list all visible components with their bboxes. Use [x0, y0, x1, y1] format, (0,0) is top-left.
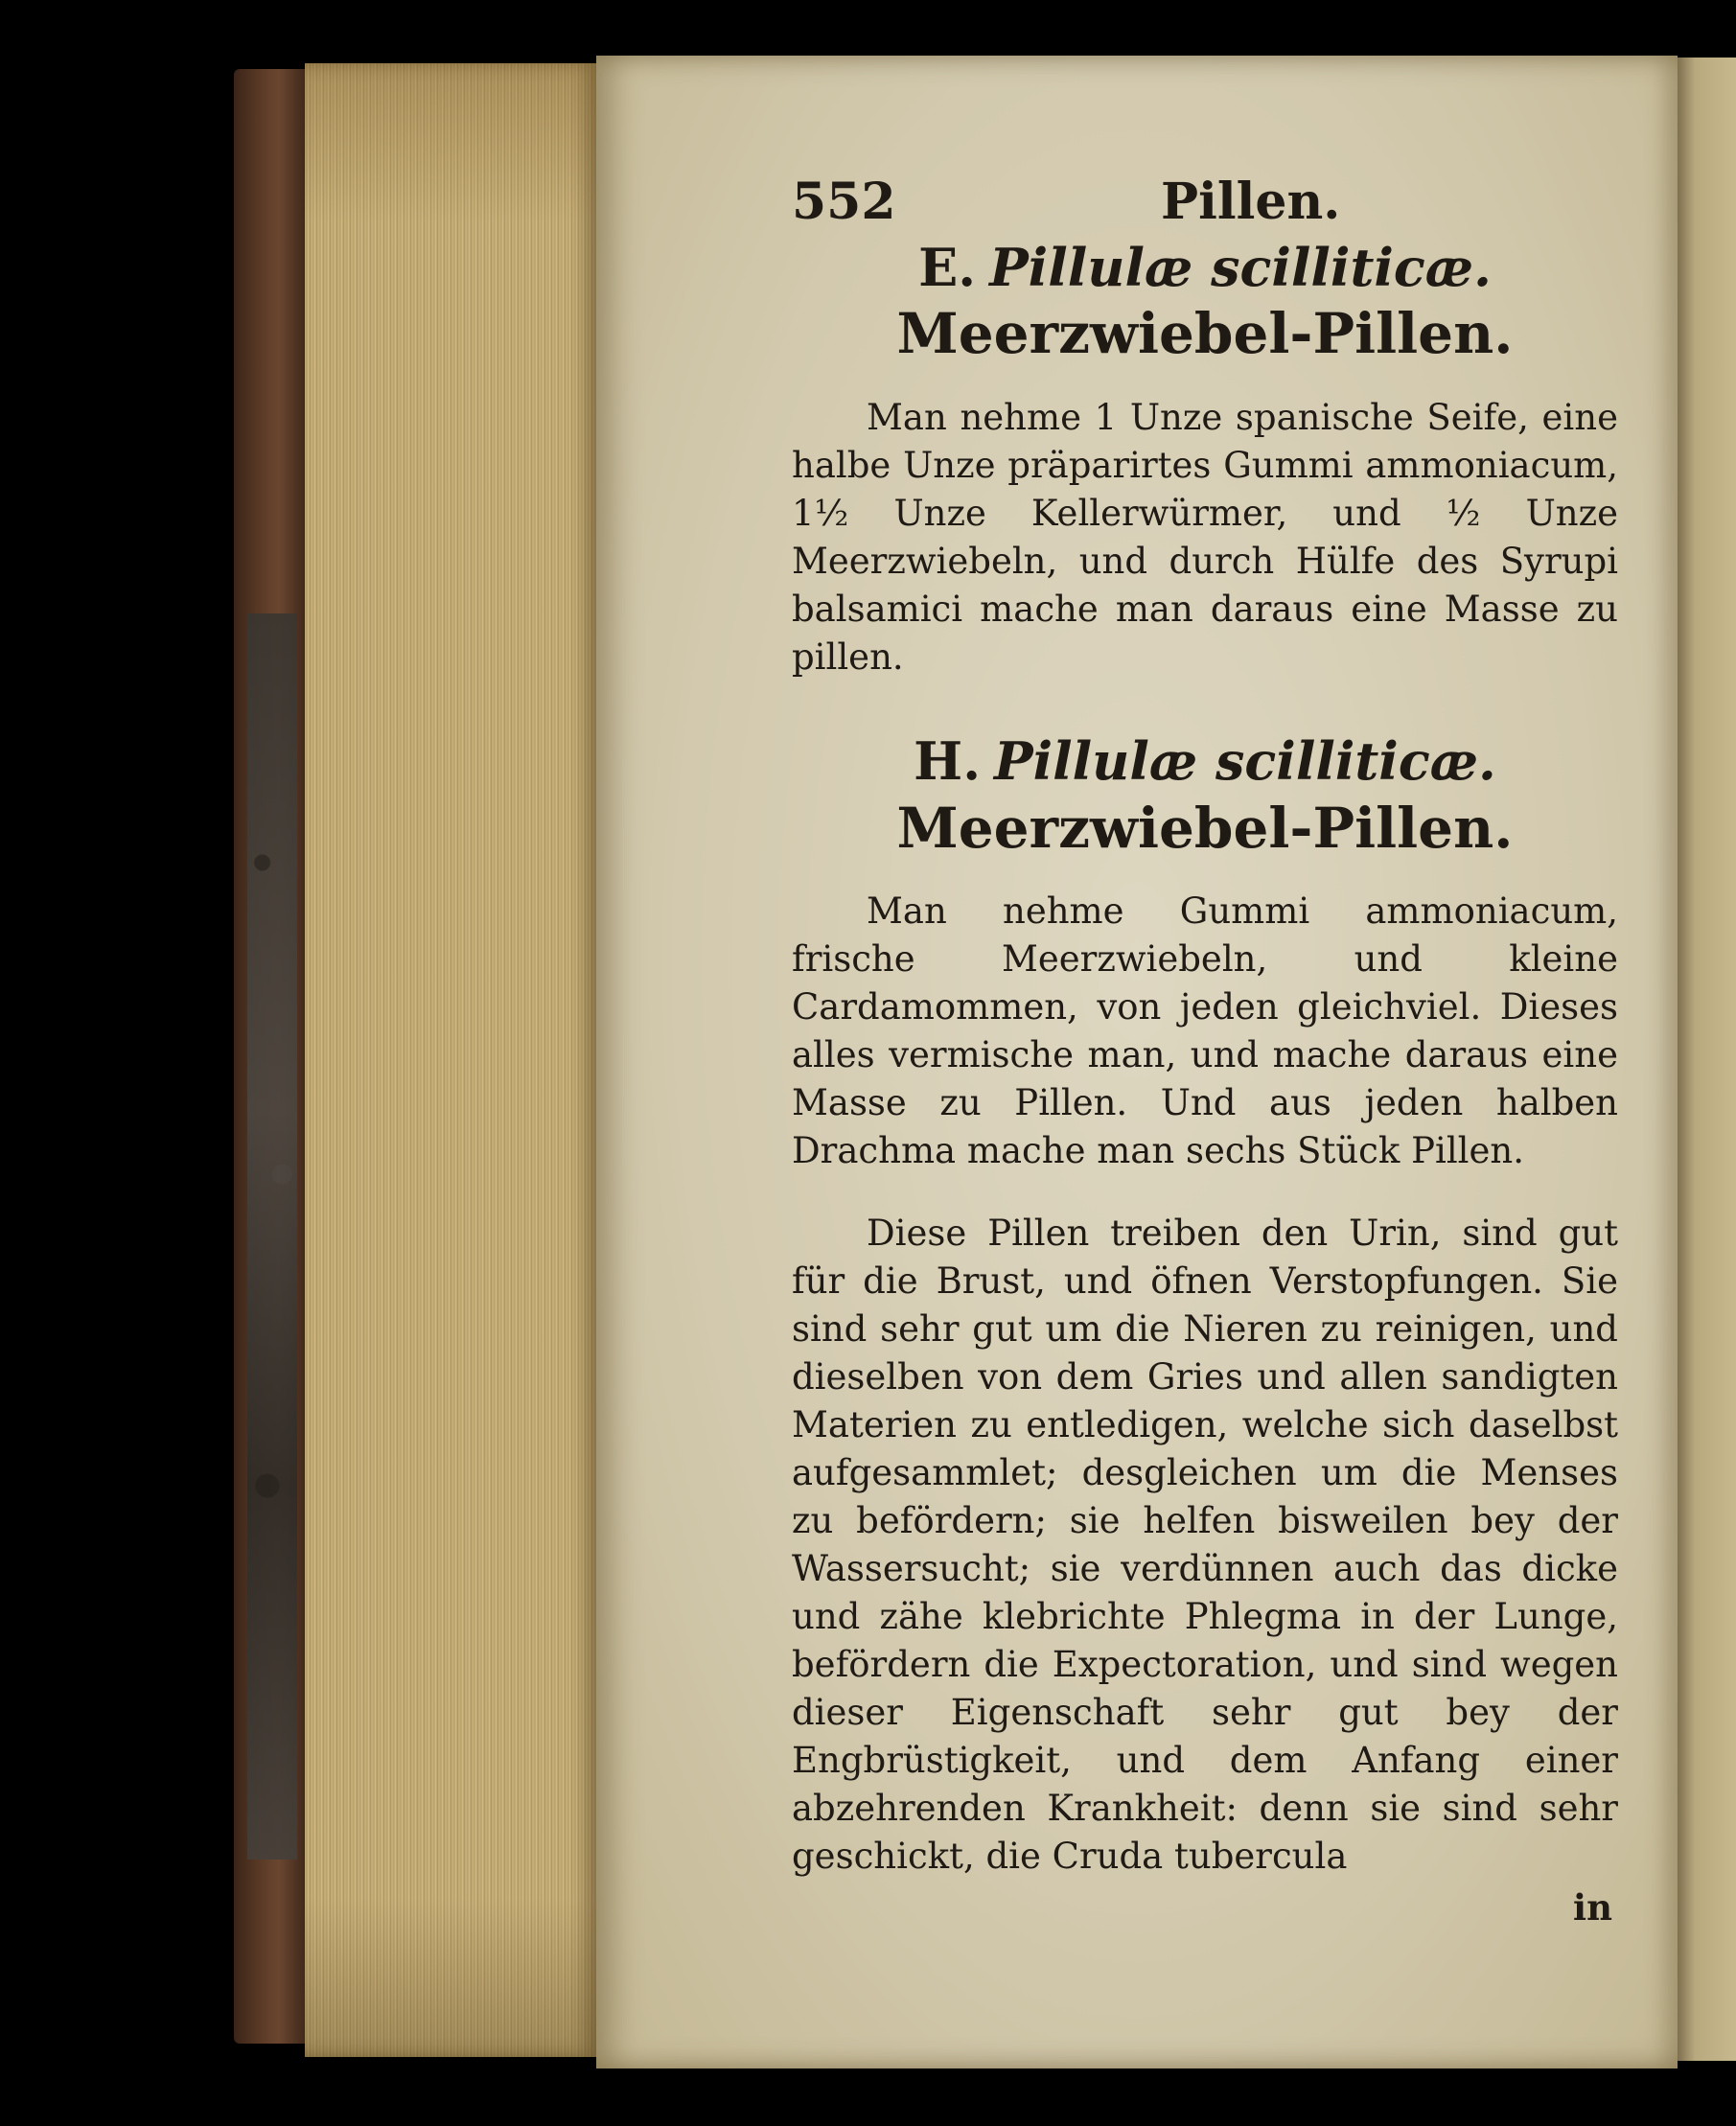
description-paragraph: Diese Pillen treiben den Urin, sind gut für die Brust, und öfnen Verstopfungen. Sie sind sehr gut um die Nieren zu reinigen, und dieselben von dem Gries und allen sandigten Materien zu entledigen, welche sich daselbst aufgesammlet; desgleichen um die Menses zu befördern; sie helfen bisweilen bey der Wassersucht; sie verdünnen auch das dicke und zähe klebrichte Phlegma in der Lunge, befördern die Expectoration, und sind wegen dieser Eigenschaft sehr gut bey der Engbrüstigkeit, und dem Anfang einer abzehrenden Krankheit: denn sie sind sehr geschickt, die Cruda tubercula	[792, 1213, 1618, 1878]
latin-title: Pillulæ scilliticæ.	[994, 730, 1496, 793]
recipe-paragraph: Man nehme Gummi ammoniacum, frische Meerzwiebeln, und kleine Cardamommen, von jeden gleichviel. Dieses alles vermische man, und mache daraus eine Masse zu Pillen. Und aus jeden halben Drachma mache man sechs Stück Pillen.	[792, 890, 1618, 1172]
section-letter: E.	[918, 237, 977, 298]
german-title: Meerzwiebel-Pillen.	[896, 301, 1514, 367]
section-title	[792, 237, 1618, 298]
recipe-paragraph: Man nehme 1 Unze spanische Seife, eine halbe Unze präparirtes Gummi ammoniacum, 1½ Unze Kellerwürmer, und ½ Unze Meerzwiebeln, und durch Hülfe des Syrupi balsamici mache man daraus eine Masse zu pillen.	[792, 397, 1618, 679]
section-title	[792, 730, 1618, 793]
latin-title: Pillulæ scilliticæ.	[989, 237, 1492, 298]
section-e	[792, 237, 1618, 682]
page	[596, 56, 1678, 2068]
text-block	[792, 163, 1618, 1929]
section-letter: H.	[914, 730, 981, 793]
section-h	[792, 730, 1618, 1881]
page-number: 552	[792, 173, 896, 231]
german-title: Meerzwiebel-Pillen.	[896, 795, 1514, 861]
page-header	[792, 163, 1618, 240]
page-edges	[305, 63, 598, 2057]
catchword: in	[1573, 1886, 1612, 1930]
running-head: Pillen.	[1161, 173, 1341, 231]
marbled-cover-detail	[247, 613, 297, 1860]
facing-page-edge	[1678, 58, 1736, 2061]
